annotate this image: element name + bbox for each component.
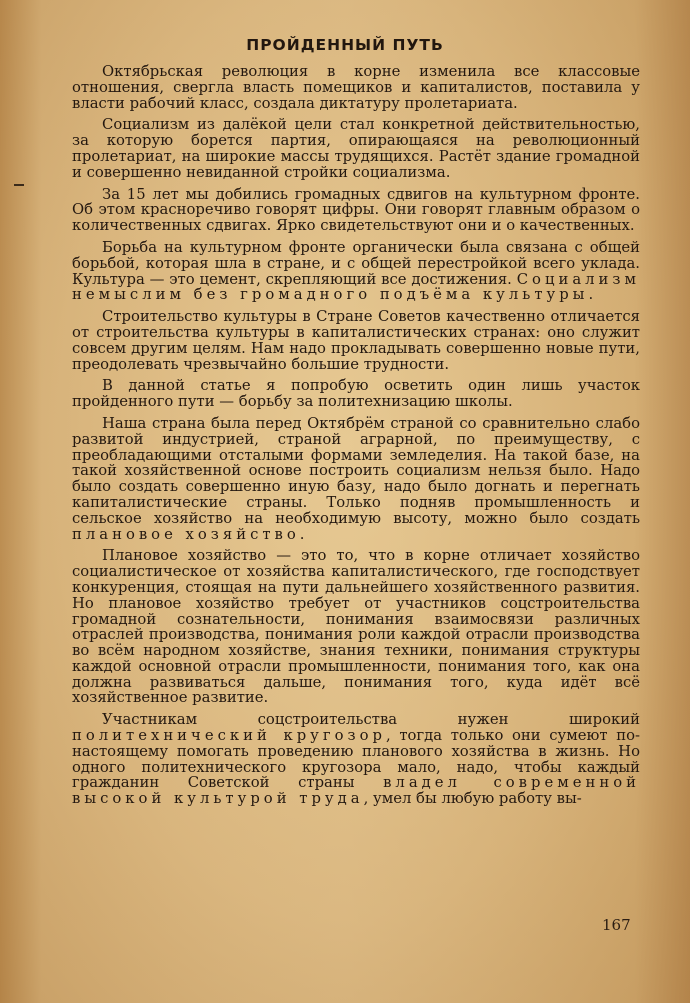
text-run: Октябрьская революция в корне изменила все классовые отношения, свергла власть помещиков и капиталистов, поставила у власти рабочий класс, создала диктатуру пролетариата.: [72, 63, 640, 112]
text-run: Борьба на культурном фронте органически была связана с общей борьбой, которая шла в стране, и с общей перестройкой всего уклада. Культура — это цемент, скрепляющий все достижения.: [72, 238, 640, 288]
text-run: В данной статье я попробую осветить один лишь участок пройденного пути — борьбу за политехнизацию школы.: [72, 377, 640, 411]
text-run: Участникам соцстроительства нужен широкий: [102, 711, 640, 729]
paragraph: [72, 187, 640, 234]
text-run: Строительство культуры в Стране Советов качественно отличается от строительства культуры в капиталистических странах: оно служит совсем другим целям. Нам надо прокладывать совершенно новые пути, преодолевать чрезвычайно большие трудности.: [72, 308, 640, 373]
emphasized-text: плановое хозяйство: [72, 525, 300, 543]
text-run: Наша страна была перед Октябрём страной со сравнительно слабо развитой индустрией, страной аграрной, по преимуществу, с преобладающими отсталыми формами земледелия. На такой базе, на такой хозяйственной основе построить социализм нельзя было. Надо было создать совершенно иную базу, надо было догнать и перегнать капиталистические страны. Только подняв промышленность и сельское хозяйство на необходимую высоту, можно было создать: [72, 414, 640, 527]
text-run: Социализм из далёкой цели стал конкретной действительностью, за которую борется партия, опирающаяся на революционный пролетариат, на широкие массы трудящихся. Растёт здание громадной и совершенно невиданной стройки социализма.: [72, 116, 640, 181]
emphasized-text: Социализм немыслим без громадного подъёма культуры: [72, 270, 640, 304]
article-body: [72, 64, 640, 813]
margin-mark: [14, 184, 24, 186]
paragraph: [72, 117, 640, 180]
text-run: Плановое хозяйство — это то, что в корне отличает хозяйство социалистическое от хозяйства капиталистического, где господствует конкуренция, стоящая на пути дальнейшего хозяйственного развития. Но плановое хозяйство требует от участников соцстроительства громадной сознательности, понимания взаимосвязи различных отраслей производства, понимания роли каждой отрасли производства во всём народном хозяйстве, знания техники, понимания структуры каждой основной отрасли промышленности, понимания того, как она должна развиваться дальше, понимания того, куда идёт всё хозяйственное развитие.: [72, 547, 640, 707]
paragraph: [72, 712, 640, 807]
paragraph: [72, 416, 640, 542]
paragraph: [72, 309, 640, 372]
page-number: 167: [602, 916, 631, 934]
emphasized-text: политехнический кругозор: [72, 727, 386, 745]
paragraph: [72, 64, 640, 111]
paragraph: [72, 378, 640, 410]
text-run: .: [588, 286, 594, 304]
text-run: , тогда только они сумеют по-настоящему помогать проведению планового хозяйства в жизнь. Но одного политехнического кругозора мало, надо, чтобы каждый гражданин Советской страны: [72, 727, 640, 792]
text-run: , умел бы любую работу вы-: [363, 790, 582, 808]
page-title: ПРОЙДЕННЫЙ ПУТЬ: [246, 36, 444, 54]
text-run: .: [299, 525, 305, 543]
paragraph: [72, 240, 640, 303]
emphasized-text: владел современной высокой культурой труда: [72, 774, 640, 808]
paragraph: [72, 548, 640, 706]
text-run: За 15 лет мы добились громадных сдвигов на культурном фронте. Об этом красноречиво говорят цифры. Они говорят главным образом о количественных сдвигах. Ярко свидетельствуют они и о качественных.: [72, 185, 640, 235]
